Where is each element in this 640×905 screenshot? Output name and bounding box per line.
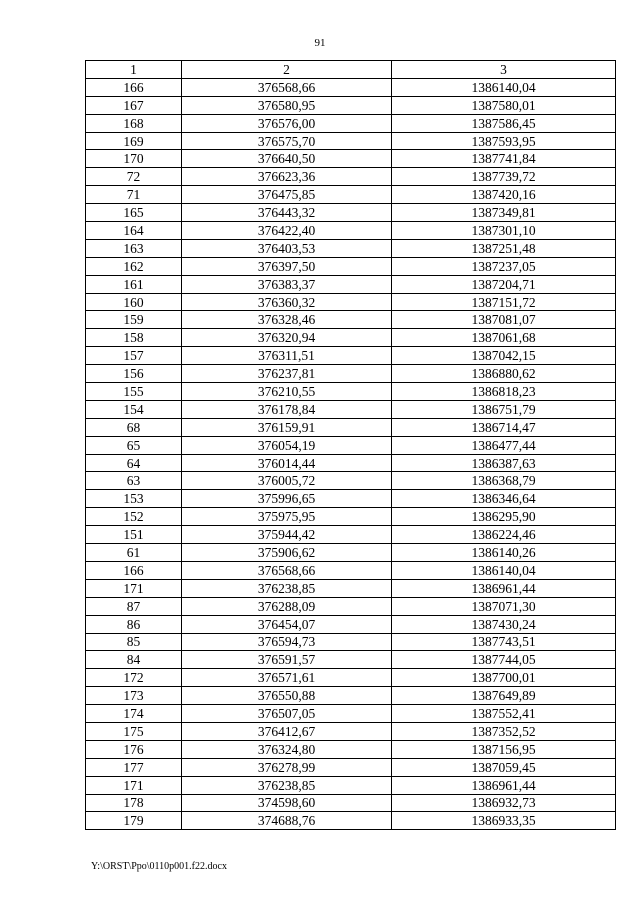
- table-row: [86, 454, 616, 472]
- table-row: [86, 168, 616, 186]
- table-row: [86, 633, 616, 651]
- point-number-cell: 87: [86, 597, 182, 615]
- point-number-cell: 171: [86, 776, 182, 794]
- point-number-cell: 154: [86, 400, 182, 418]
- table-row: [86, 794, 616, 812]
- y-coordinate-cell: 1386933,35: [392, 812, 616, 830]
- table-row: [86, 204, 616, 222]
- x-coordinate-cell: 375996,65: [182, 490, 392, 508]
- x-coordinate-cell: 376575,70: [182, 132, 392, 150]
- point-number-cell: 159: [86, 311, 182, 329]
- point-number-cell: 162: [86, 257, 182, 275]
- x-coordinate-cell: 375975,95: [182, 508, 392, 526]
- table-header-row: [86, 61, 616, 79]
- y-coordinate-cell: 1387352,52: [392, 722, 616, 740]
- y-coordinate-cell: 1387081,07: [392, 311, 616, 329]
- y-coordinate-cell: 1387420,16: [392, 186, 616, 204]
- x-coordinate-cell: 376571,61: [182, 669, 392, 687]
- point-number-cell: 156: [86, 365, 182, 383]
- table-row: [86, 544, 616, 562]
- point-number-cell: 160: [86, 293, 182, 311]
- y-coordinate-cell: 1387349,81: [392, 204, 616, 222]
- table-row: [86, 293, 616, 311]
- table-row: [86, 311, 616, 329]
- column-header-3: 3: [392, 61, 616, 79]
- point-number-cell: 171: [86, 579, 182, 597]
- y-coordinate-cell: 1387156,95: [392, 740, 616, 758]
- table-row: [86, 597, 616, 615]
- point-number-cell: 179: [86, 812, 182, 830]
- y-coordinate-cell: 1386368,79: [392, 472, 616, 490]
- y-coordinate-cell: 1387649,89: [392, 687, 616, 705]
- x-coordinate-cell: 376591,57: [182, 651, 392, 669]
- point-number-cell: 158: [86, 329, 182, 347]
- x-coordinate-cell: 376576,00: [182, 114, 392, 132]
- x-coordinate-cell: 376568,66: [182, 78, 392, 96]
- y-coordinate-cell: 1387151,72: [392, 293, 616, 311]
- x-coordinate-cell: 374598,60: [182, 794, 392, 812]
- x-coordinate-cell: 376005,72: [182, 472, 392, 490]
- x-coordinate-cell: 375944,42: [182, 526, 392, 544]
- x-coordinate-cell: 376568,66: [182, 561, 392, 579]
- table-row: [86, 472, 616, 490]
- table-row: [86, 687, 616, 705]
- table-row: [86, 383, 616, 401]
- point-number-cell: 177: [86, 758, 182, 776]
- table-row: [86, 651, 616, 669]
- table-row: [86, 758, 616, 776]
- x-coordinate-cell: 376475,85: [182, 186, 392, 204]
- point-number-cell: 170: [86, 150, 182, 168]
- y-coordinate-cell: 1387042,15: [392, 347, 616, 365]
- table-row: [86, 490, 616, 508]
- x-coordinate-cell: 376360,32: [182, 293, 392, 311]
- point-number-cell: 72: [86, 168, 182, 186]
- x-coordinate-cell: 376014,44: [182, 454, 392, 472]
- point-number-cell: 166: [86, 561, 182, 579]
- point-number-cell: 155: [86, 383, 182, 401]
- x-coordinate-cell: 376237,81: [182, 365, 392, 383]
- y-coordinate-cell: 1386224,46: [392, 526, 616, 544]
- y-coordinate-cell: 1386961,44: [392, 579, 616, 597]
- x-coordinate-cell: 376443,32: [182, 204, 392, 222]
- table-row: [86, 96, 616, 114]
- x-coordinate-cell: 376324,80: [182, 740, 392, 758]
- column-header-1: 1: [86, 61, 182, 79]
- y-coordinate-cell: 1386140,04: [392, 561, 616, 579]
- y-coordinate-cell: 1386477,44: [392, 436, 616, 454]
- table-row: [86, 526, 616, 544]
- table-body: [86, 78, 616, 829]
- x-coordinate-cell: 376623,36: [182, 168, 392, 186]
- table-row: [86, 561, 616, 579]
- page-number: 91: [314, 37, 326, 49]
- y-coordinate-cell: 1386387,63: [392, 454, 616, 472]
- table-row: [86, 740, 616, 758]
- table-row: [86, 722, 616, 740]
- table-row: [86, 705, 616, 723]
- y-coordinate-cell: 1387700,01: [392, 669, 616, 687]
- x-coordinate-cell: 376397,50: [182, 257, 392, 275]
- x-coordinate-cell: 376454,07: [182, 615, 392, 633]
- y-coordinate-cell: 1386346,64: [392, 490, 616, 508]
- x-coordinate-cell: 375906,62: [182, 544, 392, 562]
- y-coordinate-cell: 1386880,62: [392, 365, 616, 383]
- table-row: [86, 114, 616, 132]
- y-coordinate-cell: 1387580,01: [392, 96, 616, 114]
- x-coordinate-cell: 376238,85: [182, 776, 392, 794]
- table-row: [86, 132, 616, 150]
- point-number-cell: 165: [86, 204, 182, 222]
- point-number-cell: 174: [86, 705, 182, 723]
- point-number-cell: 173: [86, 687, 182, 705]
- point-number-cell: 61: [86, 544, 182, 562]
- y-coordinate-cell: 1386295,90: [392, 508, 616, 526]
- x-coordinate-cell: 376580,95: [182, 96, 392, 114]
- point-number-cell: 63: [86, 472, 182, 490]
- coordinates-table: [85, 60, 616, 830]
- point-number-cell: 167: [86, 96, 182, 114]
- footer-file-path: Y:\ORST\Ppo\0110p001.f22.docx: [91, 861, 227, 872]
- table-row: [86, 436, 616, 454]
- x-coordinate-cell: 374688,76: [182, 812, 392, 830]
- x-coordinate-cell: 376550,88: [182, 687, 392, 705]
- y-coordinate-cell: 1387251,48: [392, 239, 616, 257]
- point-number-cell: 64: [86, 454, 182, 472]
- y-coordinate-cell: 1387237,05: [392, 257, 616, 275]
- point-number-cell: 168: [86, 114, 182, 132]
- x-coordinate-cell: 376640,50: [182, 150, 392, 168]
- y-coordinate-cell: 1387743,51: [392, 633, 616, 651]
- x-coordinate-cell: 376328,46: [182, 311, 392, 329]
- y-coordinate-cell: 1386961,44: [392, 776, 616, 794]
- y-coordinate-cell: 1387204,71: [392, 275, 616, 293]
- point-number-cell: 157: [86, 347, 182, 365]
- y-coordinate-cell: 1387430,24: [392, 615, 616, 633]
- point-number-cell: 163: [86, 239, 182, 257]
- table-row: [86, 508, 616, 526]
- x-coordinate-cell: 376210,55: [182, 383, 392, 401]
- point-number-cell: 86: [86, 615, 182, 633]
- point-number-cell: 151: [86, 526, 182, 544]
- x-coordinate-cell: 376422,40: [182, 222, 392, 240]
- y-coordinate-cell: 1386140,26: [392, 544, 616, 562]
- y-coordinate-cell: 1387071,30: [392, 597, 616, 615]
- point-number-cell: 65: [86, 436, 182, 454]
- table-row: [86, 669, 616, 687]
- point-number-cell: 169: [86, 132, 182, 150]
- x-coordinate-cell: 376320,94: [182, 329, 392, 347]
- y-coordinate-cell: 1386751,79: [392, 400, 616, 418]
- table-row: [86, 275, 616, 293]
- point-number-cell: 71: [86, 186, 182, 204]
- table-row: [86, 186, 616, 204]
- x-coordinate-cell: 376311,51: [182, 347, 392, 365]
- table-row: [86, 329, 616, 347]
- y-coordinate-cell: 1387061,68: [392, 329, 616, 347]
- y-coordinate-cell: 1386818,23: [392, 383, 616, 401]
- x-coordinate-cell: 376403,53: [182, 239, 392, 257]
- table-row: [86, 776, 616, 794]
- x-coordinate-cell: 376594,73: [182, 633, 392, 651]
- point-number-cell: 166: [86, 78, 182, 96]
- x-coordinate-cell: 376278,99: [182, 758, 392, 776]
- y-coordinate-cell: 1387552,41: [392, 705, 616, 723]
- point-number-cell: 161: [86, 275, 182, 293]
- point-number-cell: 172: [86, 669, 182, 687]
- point-number-cell: 85: [86, 633, 182, 651]
- table-row: [86, 812, 616, 830]
- x-coordinate-cell: 376054,19: [182, 436, 392, 454]
- table-row: [86, 615, 616, 633]
- table-row: [86, 579, 616, 597]
- y-coordinate-cell: 1386714,47: [392, 418, 616, 436]
- table-row: [86, 418, 616, 436]
- column-header-2: 2: [182, 61, 392, 79]
- point-number-cell: 152: [86, 508, 182, 526]
- point-number-cell: 164: [86, 222, 182, 240]
- table-row: [86, 365, 616, 383]
- point-number-cell: 175: [86, 722, 182, 740]
- table-row: [86, 150, 616, 168]
- point-number-cell: 84: [86, 651, 182, 669]
- table-row: [86, 347, 616, 365]
- x-coordinate-cell: 376507,05: [182, 705, 392, 723]
- x-coordinate-cell: 376288,09: [182, 597, 392, 615]
- point-number-cell: 178: [86, 794, 182, 812]
- x-coordinate-cell: 376238,85: [182, 579, 392, 597]
- point-number-cell: 176: [86, 740, 182, 758]
- y-coordinate-cell: 1386932,73: [392, 794, 616, 812]
- y-coordinate-cell: 1386140,04: [392, 78, 616, 96]
- y-coordinate-cell: 1387744,05: [392, 651, 616, 669]
- y-coordinate-cell: 1387586,45: [392, 114, 616, 132]
- y-coordinate-cell: 1387059,45: [392, 758, 616, 776]
- point-number-cell: 153: [86, 490, 182, 508]
- table-row: [86, 257, 616, 275]
- x-coordinate-cell: 376412,67: [182, 722, 392, 740]
- table-row: [86, 78, 616, 96]
- table-row: [86, 239, 616, 257]
- x-coordinate-cell: 376178,84: [182, 400, 392, 418]
- x-coordinate-cell: 376383,37: [182, 275, 392, 293]
- y-coordinate-cell: 1387301,10: [392, 222, 616, 240]
- y-coordinate-cell: 1387739,72: [392, 168, 616, 186]
- table-row: [86, 222, 616, 240]
- x-coordinate-cell: 376159,91: [182, 418, 392, 436]
- table-row: [86, 400, 616, 418]
- y-coordinate-cell: 1387741,84: [392, 150, 616, 168]
- y-coordinate-cell: 1387593,95: [392, 132, 616, 150]
- point-number-cell: 68: [86, 418, 182, 436]
